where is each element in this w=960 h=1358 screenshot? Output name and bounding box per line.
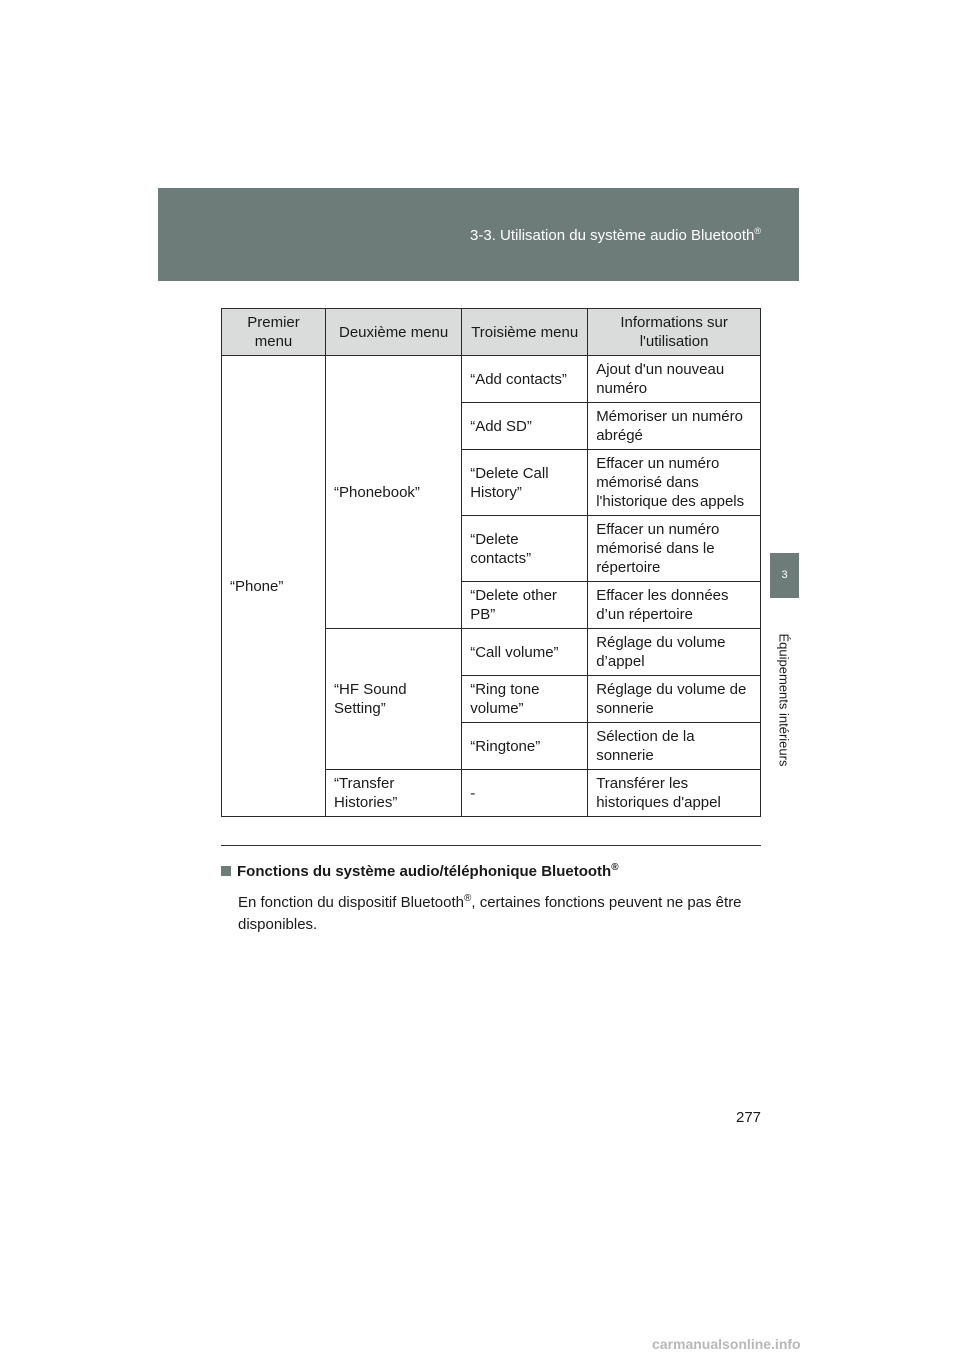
third-menu-cell: “Call volume”	[462, 629, 588, 676]
column-header: Premier menu	[222, 309, 326, 356]
column-header: Deuxième menu	[326, 309, 462, 356]
note-body: En fonction du dispositif Bluetooth®, certaines fonctions peuvent ne pas être disponibles.	[238, 893, 742, 933]
info-cell: Effacer les données d’un répertoire	[588, 582, 761, 629]
info-cell: Réglage du volume d’appel	[588, 629, 761, 676]
second-menu-cell: “Transfer Histories”	[326, 770, 462, 817]
info-cell: Ajout d'un nouveau numéro	[588, 356, 761, 403]
info-cell: Mémoriser un numéro abrégé	[588, 403, 761, 450]
column-header: Informations sur l'utilisation	[588, 309, 761, 356]
third-menu-cell: “Delete other PB”	[462, 582, 588, 629]
table-row	[222, 356, 761, 403]
square-bullet-icon	[221, 866, 231, 876]
third-menu-cell: “Delete contacts”	[462, 516, 588, 582]
first-menu-cell: “Phone”	[222, 356, 326, 817]
watermark: carmanualsonline.info	[652, 1336, 801, 1352]
header-band	[158, 188, 799, 281]
second-menu-cell: “HF Sound Setting”	[326, 629, 462, 770]
third-menu-cell: “Add SD”	[462, 403, 588, 450]
third-menu-cell: “Delete Call History”	[462, 450, 588, 516]
note-section	[221, 862, 781, 936]
note-title: Fonctions du système audio/téléphonique Bluetooth®	[221, 862, 781, 880]
chapter-label: Équipements intérieurs	[776, 633, 792, 767]
info-cell: Sélection de la sonnerie	[588, 723, 761, 770]
third-menu-cell: “Ringtone”	[462, 723, 588, 770]
third-menu-cell: “Ring tone volume”	[462, 676, 588, 723]
third-menu-cell: “Add contacts”	[462, 356, 588, 403]
page-number: 277	[736, 1109, 762, 1126]
info-cell: Effacer un numéro mémorisé dans l'historique des appels	[588, 450, 761, 516]
third-menu-cell: -	[462, 770, 588, 817]
chapter-tab: 3	[770, 553, 799, 598]
menu-table	[221, 308, 761, 817]
second-menu-cell: “Phonebook”	[326, 356, 462, 629]
column-header: Troisième menu	[462, 309, 588, 356]
section-divider	[221, 845, 761, 846]
info-cell: Transférer les historiques d'appel	[588, 770, 761, 817]
section-header-title: 3-3. Utilisation du système audio Bluetooth®	[470, 226, 761, 244]
table-header-row	[222, 309, 761, 356]
info-cell: Réglage du volume de sonnerie	[588, 676, 761, 723]
info-cell: Effacer un numéro mémorisé dans le répertoire	[588, 516, 761, 582]
